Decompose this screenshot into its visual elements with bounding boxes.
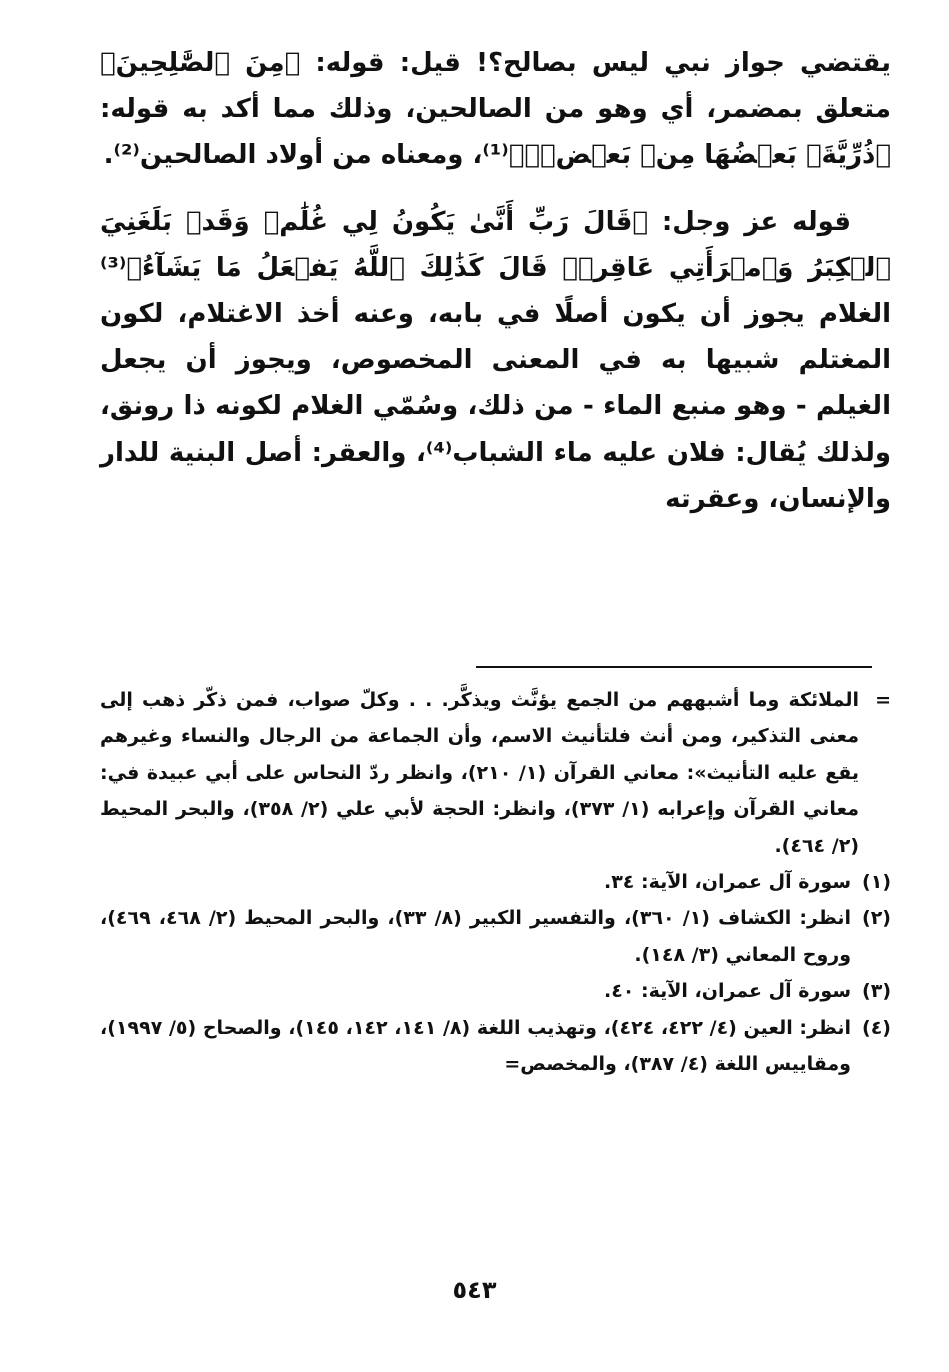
footnote-text: سورة آل عمران، الآية: ٤٠. [603, 980, 851, 1003]
footnote-text: سورة آل عمران، الآية: ٣٤. [603, 871, 851, 894]
footnote-continuation [100, 682, 891, 864]
footnotes-section [100, 682, 891, 1082]
footnote-text: انظر: الكشاف (١/ ٣٦٠)، والتفسير الكبير (٨/ ٣٣)، والبحر المحيط (٢/ ٤٦٨، ٤٦٩)، وروح المعاني (٣/ ١٤٨). [100, 907, 851, 966]
footnote-number: (٤) [862, 1016, 891, 1039]
footnote-item [100, 864, 891, 900]
footnote-number: (١) [862, 871, 891, 894]
footnote-number: (٢) [862, 907, 891, 930]
main-text-body [100, 40, 891, 522]
continuation-mark: = [875, 689, 891, 711]
main-paragraph-2: قوله عز وجل: ﴿قَالَ رَبِّ أَنَّىٰ يَكُونُ لِي غُلَٰمٞ وَقَدۡ بَلَغَنِيَ ٱلۡكِبَرُ وَٱمۡرَأَتِي عَاقِرٞۖ قَالَ كَذَٰلِكَ ٱللَّهُ يَفۡعَلُ مَا يَشَآءُ﴾⁽³⁾ الغلام يجوز أن يكون أصلًا في بابه، وعنه أخذ الاغتلام، لكون المغتلم شبيها به في المعنى المخصوص، ويجوز أن يجعل الغيلم - وهو منبع الماء - من ذلك، وسُمّي الغلام لكونه ذا رونق، ولذلك يُقال: فلان عليه ماء الشباب⁽⁴⁾، والعقر: أصل البنية للدار والإنسان، وعقرته [100, 206, 892, 514]
footnote-item [100, 1010, 891, 1083]
main-paragraph-1: يقتضي جواز نبي ليس بصالح؟! قيل: قوله: ﴿مِنَ ٱلصَّٰلِحِينَ﴾ متعلق بمضمر، أي وهو من الصالحين، وذلك مما أكد به قوله: ﴿ذُرِّيَّةَۢ بَعۡضُهَا مِنۢ بَعۡضٖۗ﴾⁽¹⁾، ومعناه من أولاد الصالحين⁽²⁾. [100, 48, 891, 171]
page-number: ٥٤٣ [452, 1276, 497, 1304]
footnote-continuation-text: الملائكة وما أشبههم من الجمع يؤنَّث ويذكَّر. . . وكلّ صواب، فمن ذكّر ذهب إلى معنى التذكير، ومن أنث فلتأنيث الاسم، وأن الجماعة من الرجال والنساء وغيرهم يقع عليه التأنيث»: معاني القرآن (١/ ٢١٠)، وانظر ردّ النحاس على أبي عبيدة في: معاني القرآن وإعرابه (١/ ٣٧٣)، وانظر: الحجة لأبي علي (٢/ ٣٥٨)، والبحر المحيط (٢/ ٤٦٤). [100, 689, 860, 857]
footnote-item [100, 973, 891, 1009]
footnote-number: (٣) [862, 980, 891, 1003]
footnote-item [100, 900, 891, 973]
footnote-text: انظر: العين (٤/ ٤٢٢، ٤٢٤)، وتهذيب اللغة (٨/ ١٤١، ١٤٢، ١٤٥)، والصحاح (٥/ ١٩٩٧)، ومقاييس اللغة (٤/ ٣٨٧)، والمخصص= [100, 1016, 851, 1076]
footnote-separator [476, 666, 872, 668]
